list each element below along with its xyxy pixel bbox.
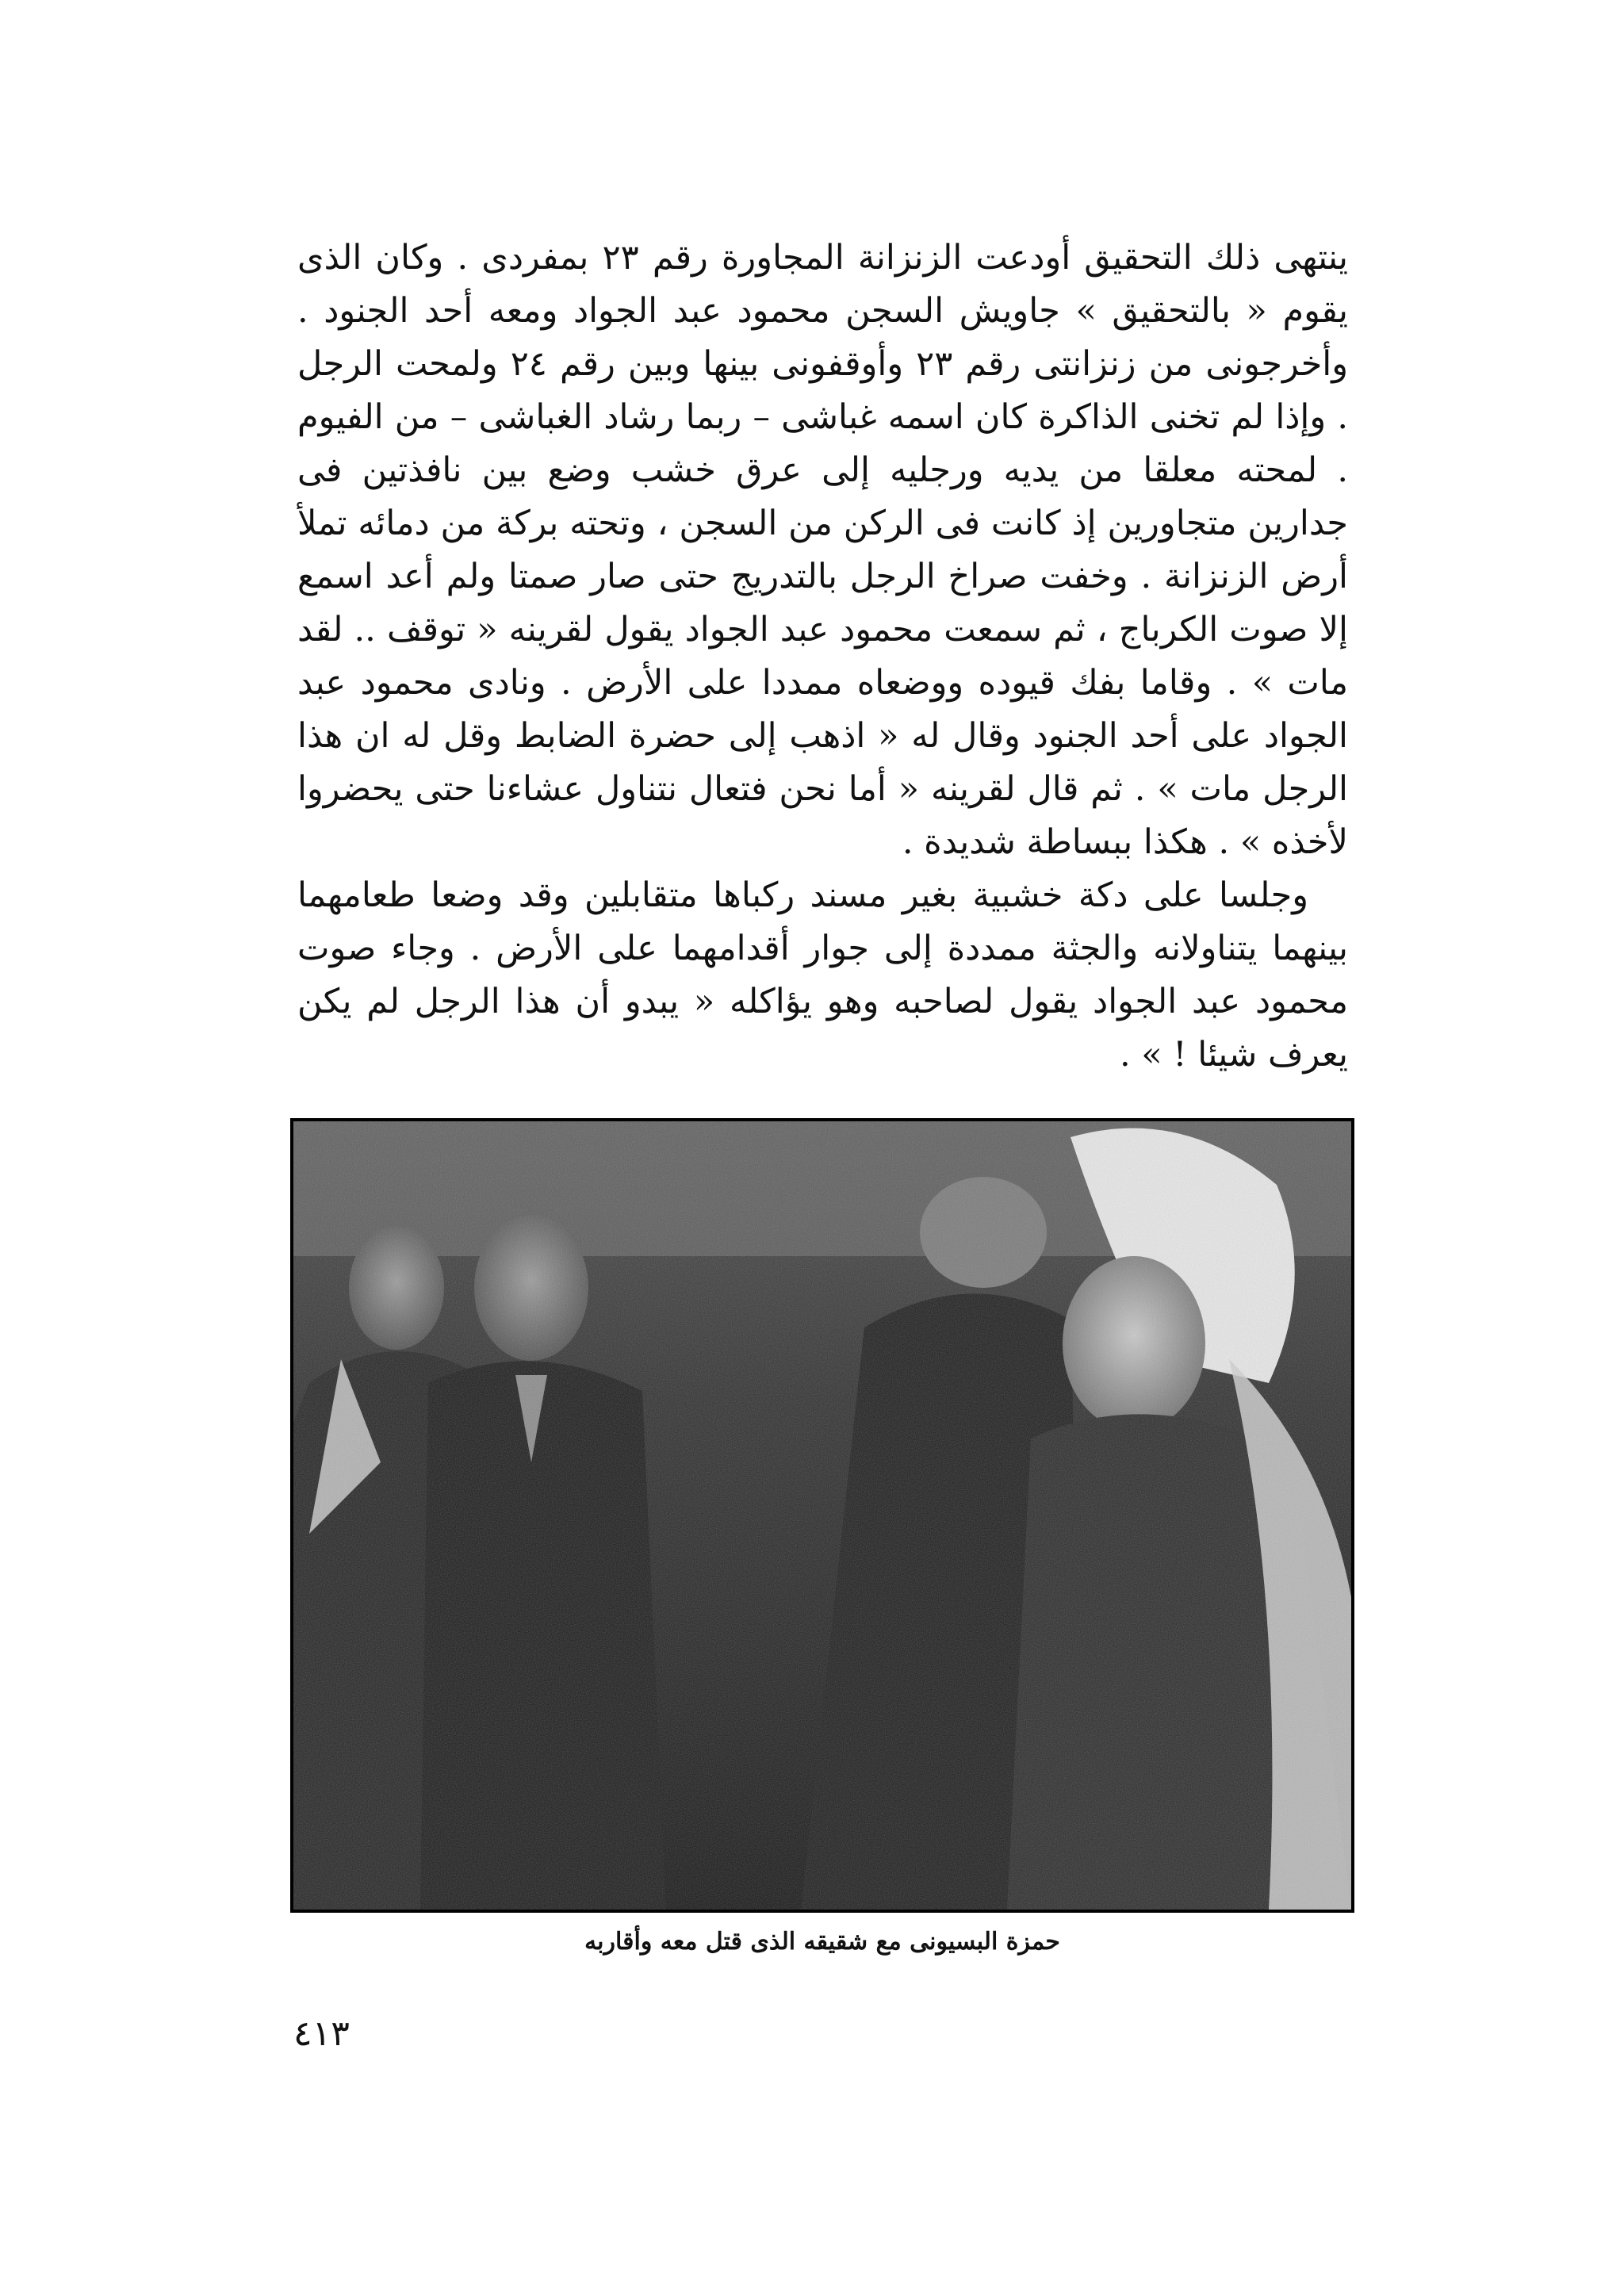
paragraph-2: وجلسا على دكة خشبية بغير مسند ركباها متقابلين وقد وضعا طعامهما بينهما يتناولانه والجثة ممددة إلى جوار أقدامهما على الأرض . وجاء صوت محمود عبد الجواد يقول لصاحبه وهو يؤاكله « يبدو أن هذا الرجل لم يكن يعرف شيئا ! » . xyxy=(297,875,1348,1075)
photo-image xyxy=(293,1121,1351,1910)
paragraph-1: ينتهى ذلك التحقيق أودعت الزنزانة المجاورة رقم ٢٣ بمفردى . وكان الذى يقوم « بالتحقيق » جاويش السجن محمود عبد الجواد ومعه أحد الجنود . وأخرجونى من زنزانتى رقم ٢٣ وأوقفونى بينها وبين رقم ٢٤ ولمحت الرجل . وإذا لم تخنى الذاكرة كان اسمه غباشى – ربما رشاد الغباشى – من الفيوم . لمحته معلقا من يديه ورجليه إلى عرق خشب وضع بين نافذتين فى جدارين متجاورين إذ كانت فى الركن من السجن ، وتحته بركة من دمائه تملأ أرض الزنزانة . وخفت صراخ الرجل بالتدريج حتى صار صمتا ولم أعد اسمع إلا صوت الكرباج ، ثم سمعت محمود عبد الجواد يقول لقرينه « توقف .. لقد مات » . وقاما بفك قيوده ووضعاه ممددا على الأرض . ونادى محمود عبد الجواد على أحد الجنود وقال له « اذهب إلى حضرة الضابط وقل له ان هذا الرجل مات » . ثم قال لقرينه « أما نحن فتعال نتناول عشاءنا حتى يحضروا لأخذه » . هكذا ببساطة شديدة . xyxy=(297,238,1348,862)
page-number: ٤١٣ xyxy=(293,2013,350,2054)
photograph xyxy=(290,1118,1354,1913)
body-text xyxy=(297,232,1348,1082)
photo-caption: حمزة البسيونى مع شقيقه الذى قتل معه وأقاربه xyxy=(584,1928,1060,1956)
